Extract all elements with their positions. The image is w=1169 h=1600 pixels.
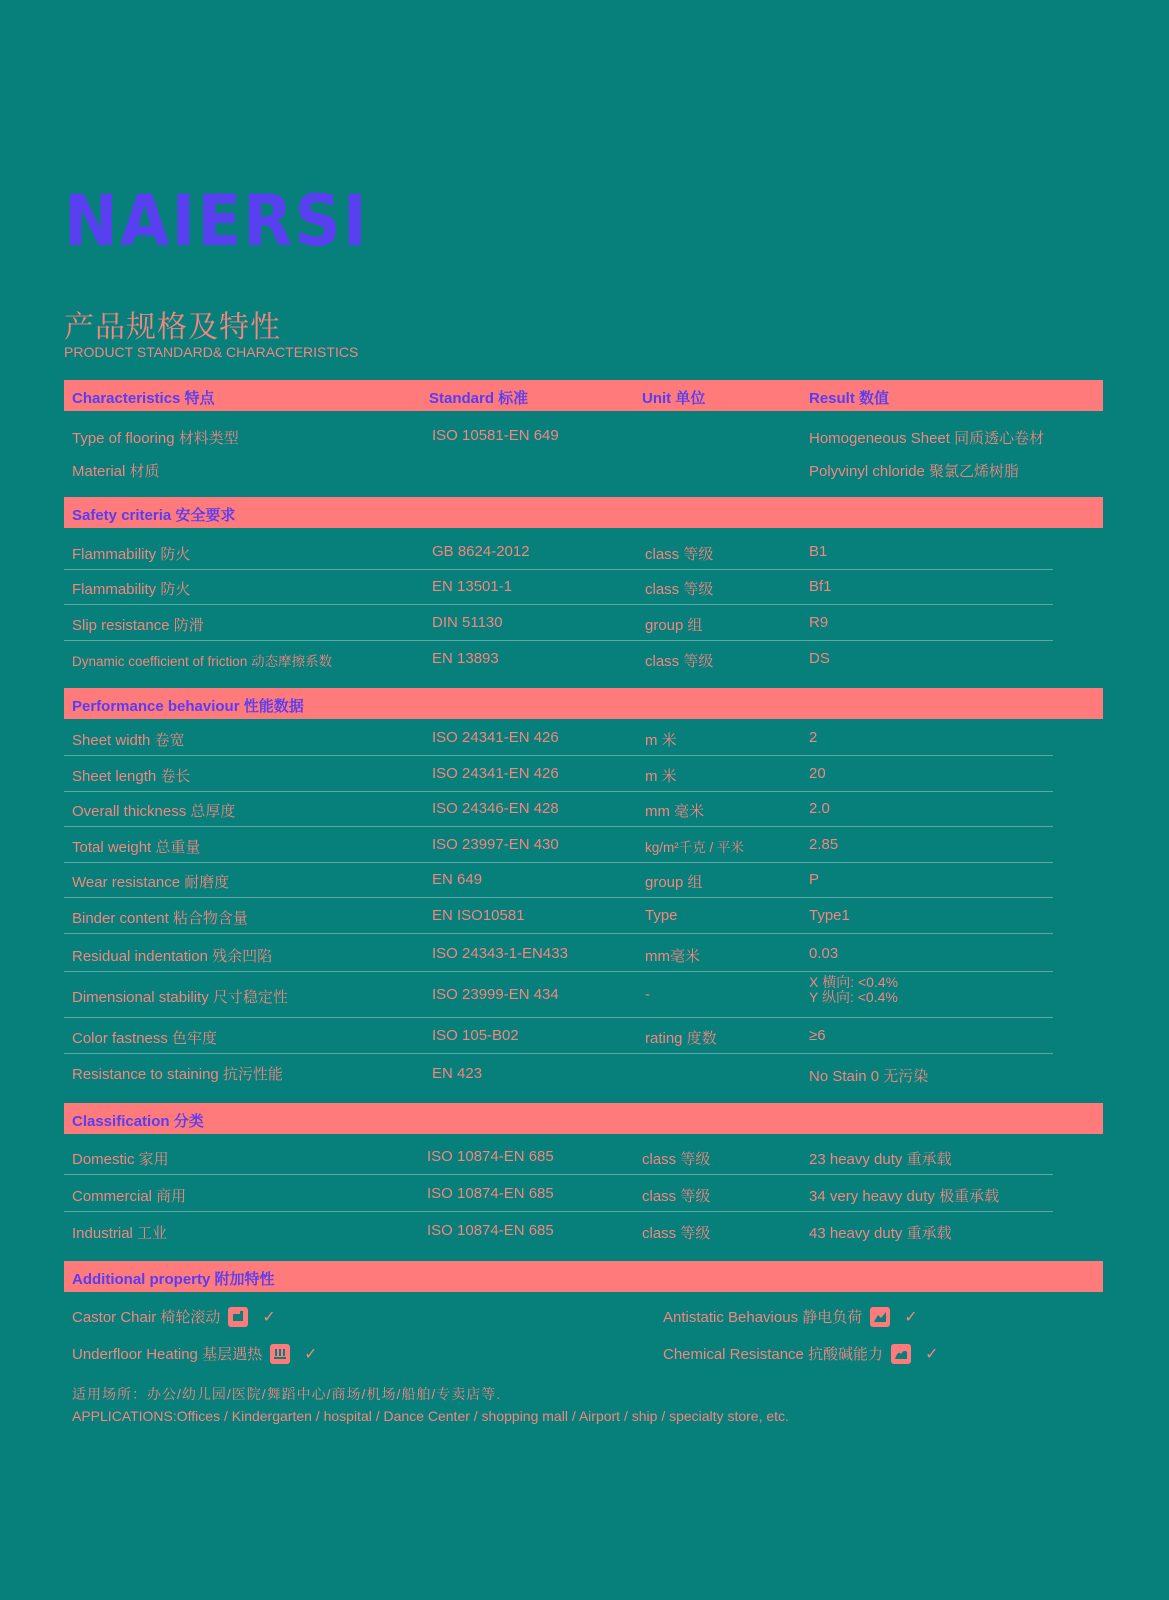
additional-item-castor-chair [72,1306,276,1327]
header-result: Result 数值 [809,390,890,407]
row-standard: ISO 23999-EN 434 [432,986,559,1003]
section-classification-header [64,1103,1103,1134]
check-icon: ✓ [304,1345,318,1363]
row-unit: m 米 [645,768,677,785]
table-row [64,1018,1053,1054]
castor-chair-icon [228,1307,248,1327]
row-result-y: Y 纵向: <0.4% [809,989,898,1005]
table-row [64,1213,1053,1248]
additional-item-antistatic [663,1306,918,1327]
row-result: 20 [809,765,826,782]
section-title: Performance behaviour 性能数据 [72,698,304,715]
row-result: Bf1 [809,578,832,595]
table-row [64,1139,1053,1175]
row-standard: ISO 10874-EN 685 [427,1222,554,1239]
row-result: Homogeneous Sheet 同质透心卷材 [809,430,1045,447]
row-result: DS [809,650,830,667]
section-title: Additional property 附加特性 [72,1271,275,1288]
row-unit: class 等级 [645,581,714,598]
row-characteristic: Color fastness 色牢度 [72,1030,218,1047]
table-row [64,1054,1053,1089]
additional-item-label: Chemical Resistance 抗酸碱能力 [663,1346,884,1363]
underfloor-heating-icon [270,1344,290,1364]
additional-item-label: Castor Chair 椅轮滚动 [72,1309,221,1326]
row-characteristic: Dimensional stability 尺寸稳定性 [72,989,288,1006]
row-unit: group 组 [645,874,703,891]
check-icon: ✓ [925,1345,939,1363]
row-standard: ISO 10581-EN 649 [432,427,559,444]
row-standard: EN 649 [432,871,483,888]
header-standard: Standard 标准 [429,390,529,407]
row-result: R9 [809,614,829,631]
row-result [809,975,898,1005]
section-title: Safety criteria 安全要求 [72,507,236,524]
check-icon: ✓ [262,1308,276,1326]
row-characteristic: Flammability 防火 [72,546,191,563]
row-characteristic: Material 材质 [72,463,160,480]
row-characteristic: Overall thickness 总厚度 [72,803,236,820]
brand-logo: NAIERSI [64,180,369,262]
row-standard: ISO 23997-EN 430 [432,836,559,853]
header-unit: Unit 单位 [642,390,706,407]
row-result: 2.85 [809,836,839,853]
table-row [64,720,1053,756]
row-standard: ISO 10874-EN 685 [427,1148,554,1165]
row-unit: class 等级 [642,1151,711,1168]
table-row [64,936,1053,972]
row-result: 34 very heavy duty 极重承载 [809,1188,1000,1205]
table-row [64,791,1053,827]
row-unit: kg/m²千克 / 平米 [645,840,745,855]
row-unit: class 等级 [645,546,714,563]
table-row [64,451,1053,486]
row-unit: class 等级 [642,1188,711,1205]
row-result: 0.03 [809,945,839,962]
row-characteristic: Total weight 总重量 [72,839,201,856]
check-icon: ✓ [904,1308,918,1326]
header-characteristics: Characteristics 特点 [72,390,215,407]
table-row [64,972,1053,1018]
table-row [64,1176,1053,1212]
row-characteristic: Type of flooring 材料类型 [72,430,239,447]
section-safety-header [64,497,1103,528]
section-additional-header [64,1261,1103,1292]
row-unit: m 米 [645,732,677,749]
row-standard: ISO 105-B02 [432,1027,519,1044]
row-unit: mm 毫米 [645,803,705,820]
row-characteristic: Slip resistance 防滑 [72,617,204,634]
table-row [64,827,1053,863]
row-unit: Type [645,907,678,924]
chemical-resistance-icon [891,1344,911,1364]
row-unit: class 等级 [642,1225,711,1242]
page-title-cn: 产品规格及特性 [64,311,281,344]
table-row [64,605,1053,641]
table-row [64,534,1053,570]
row-result: No Stain 0 无污染 [809,1068,929,1085]
row-standard: EN 13893 [432,650,499,667]
row-standard: EN 13501-1 [432,578,513,595]
table-row [64,756,1053,792]
row-characteristic: Domestic 家用 [72,1151,169,1168]
row-characteristic: Industrial 工业 [72,1225,168,1242]
row-standard: EN 423 [432,1065,483,1082]
row-unit: group 组 [645,617,703,634]
row-standard: ISO 24343-1-EN433 [432,945,568,962]
row-characteristic: Sheet width 卷宽 [72,732,185,749]
row-result: P [809,871,820,888]
table-row [64,641,1053,676]
row-characteristic: Sheet length 卷长 [72,768,191,785]
row-characteristic: Dynamic coefficient of friction 动态摩擦系数 [72,654,333,669]
table-header [64,380,1103,411]
row-result: ≥6 [809,1027,826,1044]
row-standard: EN ISO10581 [432,907,525,924]
applications-cn: 适用场所：办公/幼儿园/医院/舞蹈中心/商场/机场/船舶/专卖店等. [72,1386,502,1402]
row-standard: ISO 24346-EN 428 [432,800,559,817]
table-row [64,898,1053,934]
additional-item-label: Antistatic Behavious 静电负荷 [663,1309,863,1326]
table-row [64,862,1053,898]
row-result: 23 heavy duty 重承载 [809,1151,952,1168]
row-result: 2.0 [809,800,830,817]
applications-en: APPLICATIONS:Offices / Kindergarten / hospital / Dance Center / shopping mall / Airport / ship / specialty store, etc. [72,1408,789,1424]
row-characteristic: Resistance to staining 抗污性能 [72,1066,283,1083]
row-standard: DIN 51130 [432,614,503,631]
table-row [64,418,1053,453]
section-performance-header [64,688,1103,719]
row-unit: class 等级 [645,653,714,670]
row-characteristic: Residual indentation 残余凹陷 [72,948,273,965]
row-standard: GB 8624-2012 [432,543,530,560]
row-result: Type1 [809,907,850,924]
row-result: 43 heavy duty 重承载 [809,1225,952,1242]
row-result: Polyvinyl chloride 聚氯乙烯树脂 [809,463,1020,480]
row-unit: rating 度数 [645,1030,717,1047]
section-title: Classification 分类 [72,1113,204,1130]
antistatic-icon [870,1307,890,1327]
row-result: B1 [809,543,828,560]
row-unit: - [645,986,650,1003]
table-row [64,569,1053,605]
row-result-x: X 横向: <0.4% [809,974,899,990]
row-standard: ISO 24341-EN 426 [432,729,559,746]
additional-item-chemical-resistance [663,1343,938,1364]
row-standard: ISO 10874-EN 685 [427,1185,554,1202]
row-characteristic: Commercial 商用 [72,1188,187,1205]
row-unit: mm毫米 [645,948,700,965]
page-title-en: PRODUCT STANDARD& CHARACTERISTICS [64,344,359,360]
additional-item-underfloor-heating [72,1343,317,1364]
row-characteristic: Flammability 防火 [72,581,191,598]
row-characteristic: Binder content 粘合物含量 [72,910,248,927]
additional-item-label: Underfloor Heating 基层遇热 [72,1346,263,1363]
row-characteristic: Wear resistance 耐磨度 [72,874,230,891]
row-result: 2 [809,729,818,746]
row-standard: ISO 24341-EN 426 [432,765,559,782]
